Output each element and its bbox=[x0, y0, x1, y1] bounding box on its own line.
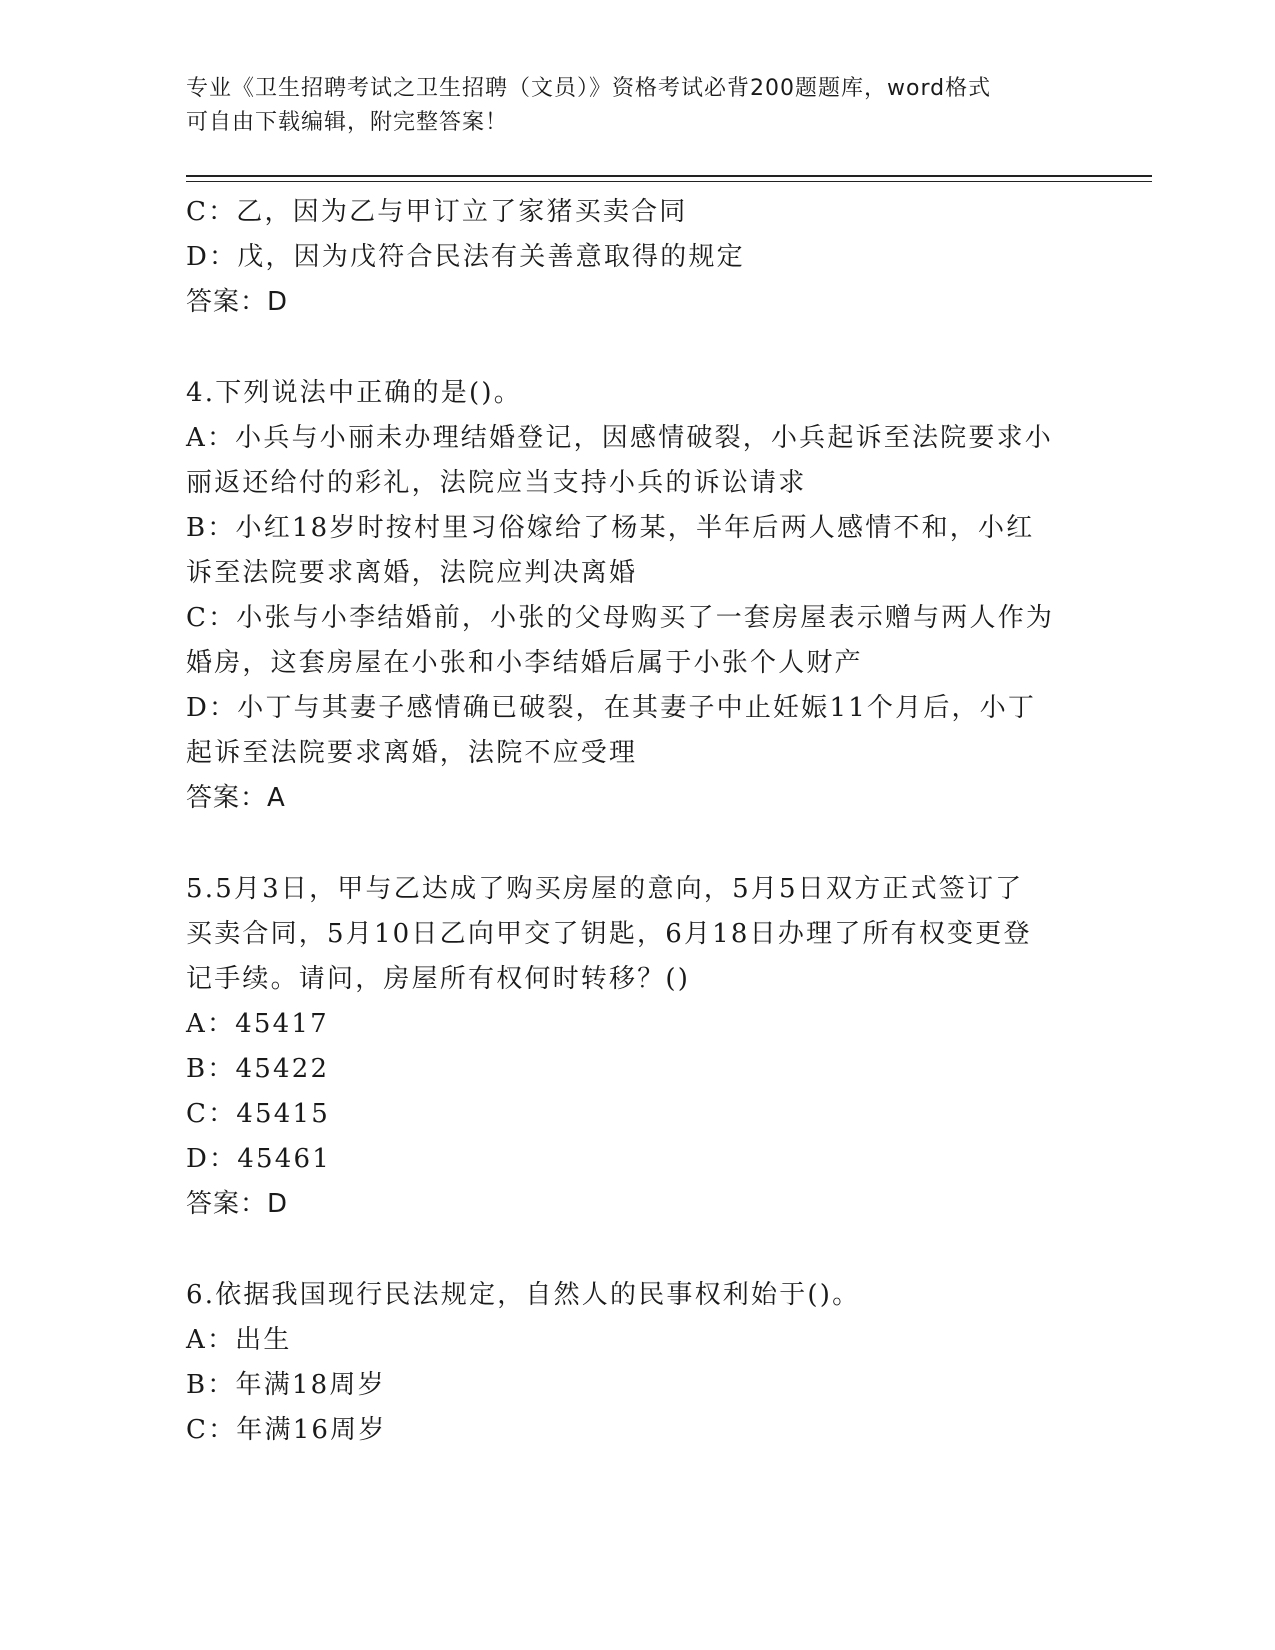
answer-line: 答案：D bbox=[186, 287, 289, 317]
question-3-tail bbox=[186, 190, 1086, 325]
option-a: A：出生 bbox=[186, 1325, 292, 1355]
header-divider-thick bbox=[186, 175, 1152, 177]
question-spacer bbox=[186, 821, 1086, 867]
header-title-line-2: 可自由下载编辑，附完整答案！ bbox=[186, 110, 509, 135]
option-b-continued: 诉至法院要求离婚，法院应判决离婚 bbox=[186, 558, 638, 588]
option-a: A：小兵与小丽未办理结婚登记，因感情破裂，小兵起诉至法院要求小 bbox=[186, 423, 1053, 453]
option-d: D：戊，因为戊符合民法有关善意取得的规定 bbox=[186, 242, 745, 272]
option-c: C：45415 bbox=[186, 1099, 331, 1129]
question-stem: 5.5月3日，甲与乙达成了购买房屋的意向，5月5日双方正式签订了 bbox=[186, 874, 1024, 904]
question-stem-continued: 记手续。请问，房屋所有权何时转移？() bbox=[186, 964, 691, 994]
header-divider-thin bbox=[186, 181, 1152, 182]
header-title-line-1: 专业《卫生招聘考试之卫生招聘（文员）》资格考试必背200题题库，word格式 bbox=[186, 76, 992, 101]
option-d: D：小丁与其妻子感情确已破裂，在其妻子中止妊娠11个月后，小丁 bbox=[186, 693, 1037, 723]
answer-line: 答案：D bbox=[186, 1189, 289, 1219]
question-spacer bbox=[186, 325, 1086, 371]
option-b: B：年满18周岁 bbox=[186, 1370, 386, 1400]
question-6 bbox=[186, 1273, 1086, 1453]
option-c: C：小张与小李结婚前，小张的父母购买了一套房屋表示赠与两人作为 bbox=[186, 603, 1055, 633]
option-b: B：45422 bbox=[186, 1054, 330, 1084]
option-c: C：乙，因为乙与甲订立了家猪买卖合同 bbox=[186, 197, 688, 227]
question-list bbox=[186, 190, 1086, 1453]
option-d: D：45461 bbox=[186, 1144, 331, 1174]
option-d-continued: 起诉至法院要求离婚，法院不应受理 bbox=[186, 738, 638, 768]
document-header bbox=[186, 72, 1086, 140]
answer-line: 答案：A bbox=[186, 783, 286, 813]
option-c: C：年满16周岁 bbox=[186, 1415, 387, 1445]
question-stem-continued: 买卖合同，5月10日乙向甲交了钥匙，6月18日办理了所有权变更登 bbox=[186, 919, 1032, 949]
question-stem: 6.依据我国现行民法规定，自然人的民事权利始于()。 bbox=[186, 1280, 861, 1310]
option-c-continued: 婚房，这套房屋在小张和小李结婚后属于小张个人财产 bbox=[186, 648, 863, 678]
option-a-continued: 丽返还给付的彩礼，法院应当支持小兵的诉讼请求 bbox=[186, 468, 807, 498]
question-5 bbox=[186, 867, 1086, 1227]
option-b: B：小红18岁时按村里习俗嫁给了杨某，半年后两人感情不和，小红 bbox=[186, 513, 1035, 543]
question-4 bbox=[186, 371, 1086, 821]
question-spacer bbox=[186, 1227, 1086, 1273]
question-stem: 4.下列说法中正确的是()。 bbox=[186, 378, 522, 408]
option-a: A：45417 bbox=[186, 1009, 329, 1039]
